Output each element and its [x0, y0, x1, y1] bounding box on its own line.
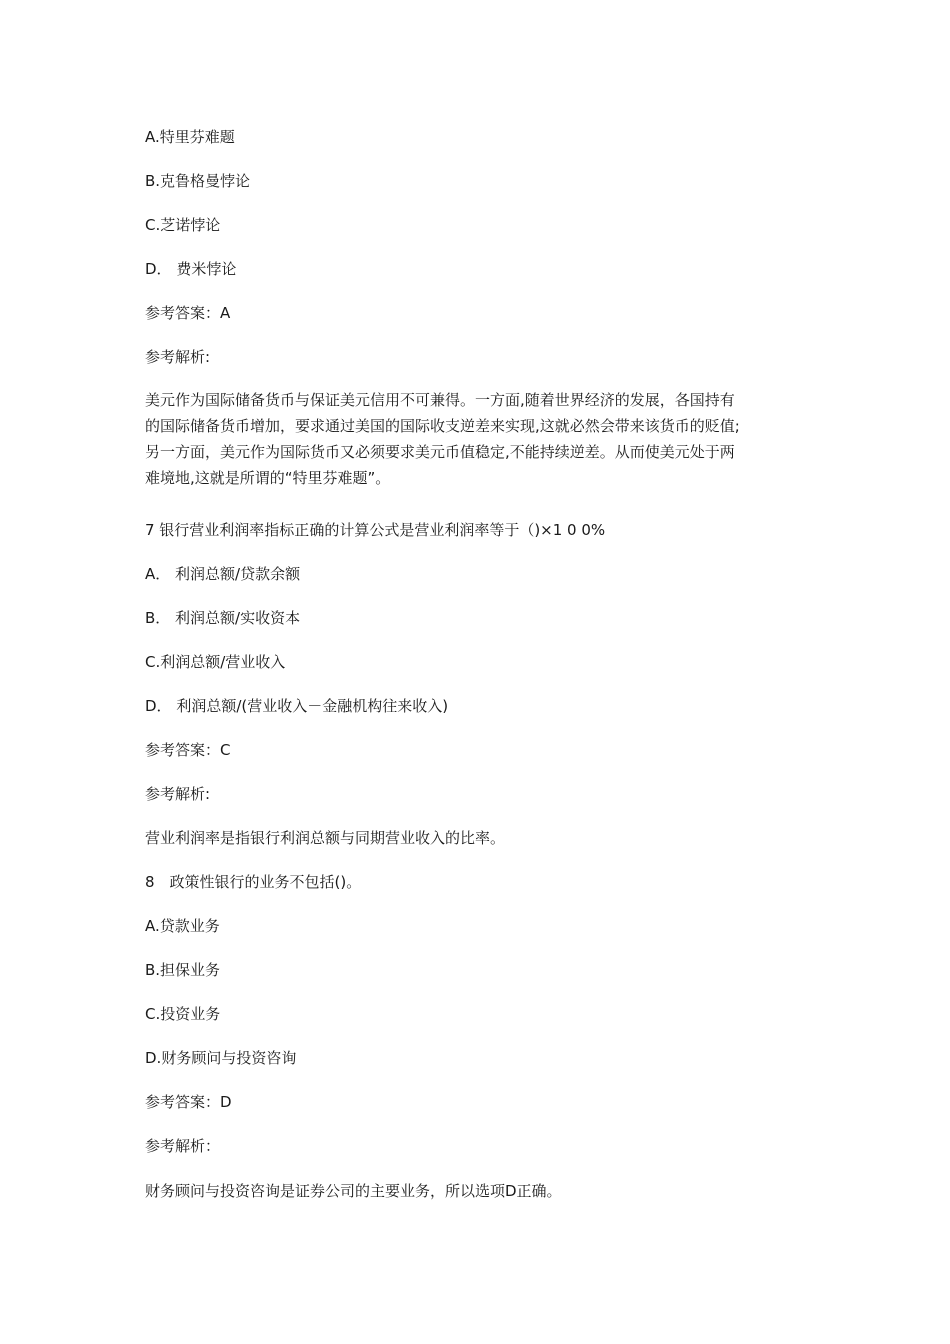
q7-option-a: A． 利润总额/贷款余额: [145, 565, 301, 583]
q6-analysis-line: 美元作为国际储备货币与保证美元信用不可兼得。一方面,随着世界经济的发展，各国持有: [145, 391, 735, 409]
q8-option-c: C.投资业务: [145, 1005, 221, 1023]
q8-option-b: B.担保业务: [145, 961, 221, 979]
q7-option-c: C.利润总额/营业收入: [145, 653, 286, 671]
q6-option-d: D． 费米悖论: [145, 260, 237, 278]
q8-question: 8 政策性银行的业务不包括()。: [145, 873, 362, 891]
q7-option-b: B． 利润总额/实收资本: [145, 609, 301, 627]
q8-answer: 参考答案：D: [145, 1093, 232, 1111]
q7-question: 7 银行营业利润率指标正确的计算公式是营业利润率等于（)×1 0 0%: [145, 521, 606, 539]
q6-analysis-label: 参考解析:: [145, 348, 211, 366]
q6-analysis-line: 的国际储备货币增加，要求通过美国的国际收支逆差来实现,这就必然会带来该货币的贬值;: [145, 417, 740, 435]
q8-analysis-label: 参考解析：: [145, 1137, 221, 1155]
q7-answer: 参考答案：C: [145, 741, 231, 759]
q8-analysis: 财务顾问与投资咨询是证券公司的主要业务，所以选项D正确。: [145, 1182, 562, 1200]
q6-option-c: C.芝诺悖论: [145, 216, 221, 234]
q7-option-d: D． 利润总额/(营业收入－金融机构往来收入): [145, 697, 449, 715]
q8-option-a: A.贷款业务: [145, 917, 220, 935]
q7-analysis: 营业利润率是指银行利润总额与同期营业收入的比率。: [145, 829, 506, 847]
q6-answer: 参考答案：A: [145, 304, 231, 322]
q6-option-a: A.特里芬难题: [145, 128, 235, 146]
q6-analysis: [145, 387, 810, 491]
q6-analysis-line: 难境地,这就是所谓的“特里芬难题”。: [145, 469, 391, 487]
q8-option-d: D.财务顾问与投资咨询: [145, 1049, 297, 1067]
q6-option-b: B.克鲁格曼悖论: [145, 172, 251, 190]
q7-analysis-label: 参考解析:: [145, 785, 211, 803]
q6-analysis-line: 另一方面，美元作为国际货币又必须要求美元币值稳定,不能持续逆差。从而使美元处于两: [145, 443, 735, 461]
